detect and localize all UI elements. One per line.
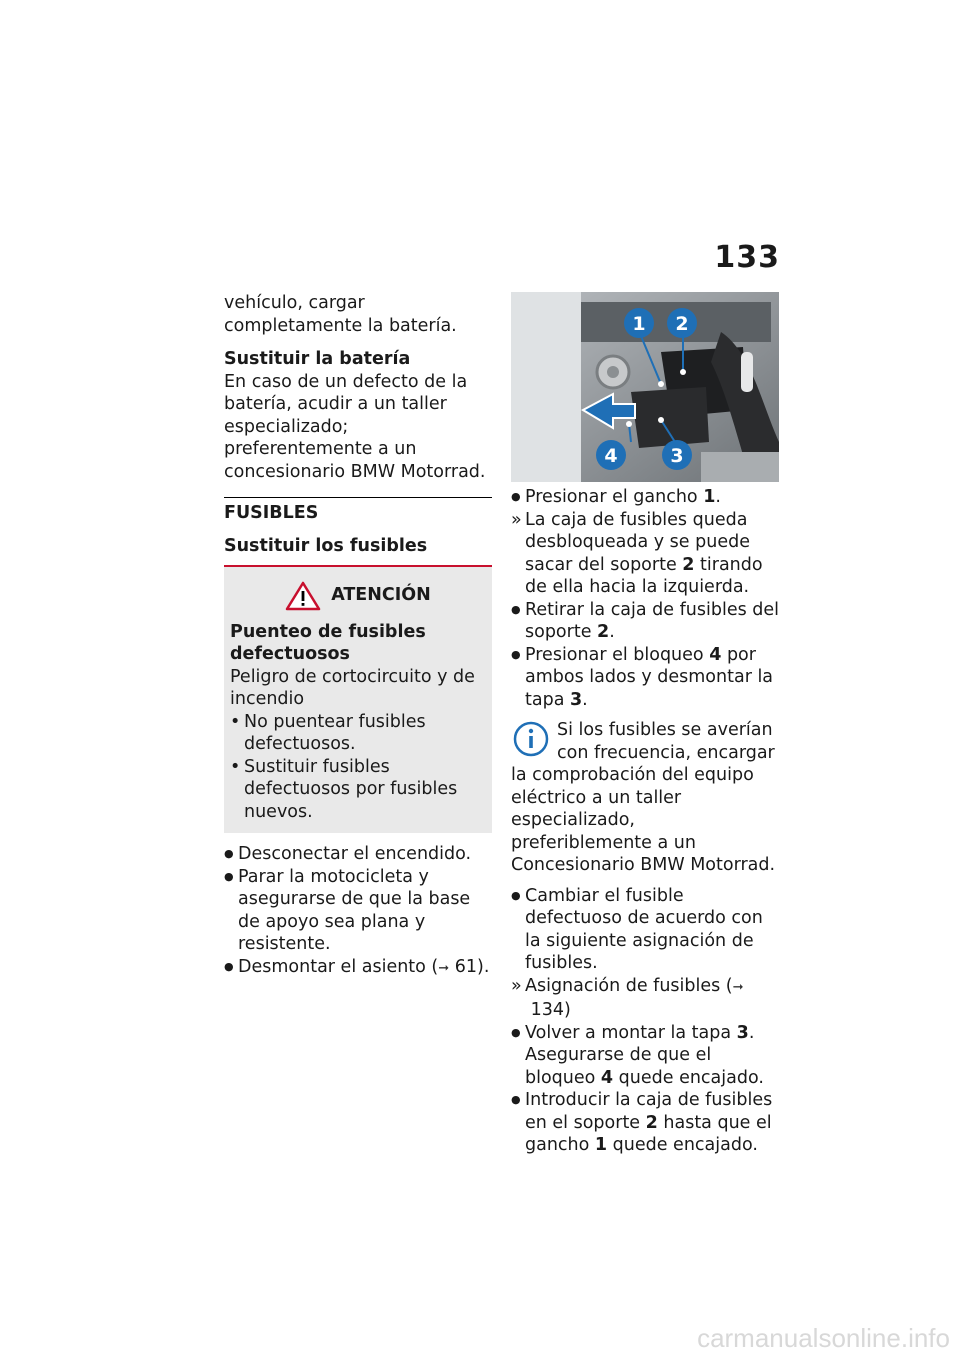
warning-head bbox=[230, 581, 486, 611]
warning-heading: Puenteo de fusibles defectuosos bbox=[230, 621, 426, 664]
step-tail: ). bbox=[477, 956, 490, 977]
warning-text: Peligro de cortocircuito y de incendio bbox=[230, 666, 475, 709]
list-item: ● Volver a montar la tapa 3. Asegurarse de que el bloqueo 4 quede encajado. bbox=[511, 1022, 779, 1090]
list-item: ● Presionar el gancho 1. bbox=[511, 486, 779, 509]
list-item bbox=[224, 843, 492, 866]
step-text: Parar la motocicleta y asegurarse de que la base de apoyo sea plana y resistente. bbox=[238, 866, 471, 954]
callout-2 bbox=[667, 308, 697, 338]
sub-title: Sustituir los fusibles bbox=[224, 535, 428, 556]
list-item bbox=[224, 956, 492, 981]
list-item: ● Introducir la caja de fusibles en el soporte 2 hasta que el gancho 1 quede encajado. bbox=[511, 1089, 779, 1157]
left-column bbox=[224, 292, 492, 980]
watermark: carmanualsonline.info bbox=[697, 1323, 950, 1353]
list-item: ● Presionar el bloqueo 4 por ambos lados y desmontar la tapa 3. bbox=[511, 644, 779, 712]
svg-text:1: 1 bbox=[632, 313, 646, 335]
battery-text: En caso de un defecto de la batería, acudir a un taller especializado; preferentemente a un concesionario BMW Motorrad. bbox=[224, 371, 486, 482]
svg-text:3: 3 bbox=[670, 445, 684, 467]
note-text: Si los fusibles se averían con frecuencia, encargar la comprobación del equipo eléctrico a un taller especializado, preferiblemente a un Concesionario BMW Motorrad. bbox=[511, 720, 776, 875]
page-number: 133 bbox=[714, 240, 780, 275]
list-item: ● Cambiar el fusible defectuoso de acuerdo con la siguiente asignación de fusibles. bbox=[511, 885, 779, 975]
callout-1 bbox=[624, 308, 654, 338]
fuse-box-illustration bbox=[511, 292, 779, 482]
info-icon bbox=[511, 719, 551, 759]
step-text: Desmontar el asiento ( bbox=[238, 956, 439, 977]
section-title: FUSIBLES bbox=[224, 497, 492, 525]
list-item: • No puentear fusibles defectuosos. bbox=[230, 711, 486, 756]
svg-text:4: 4 bbox=[604, 445, 618, 467]
warning-triangle-icon bbox=[285, 581, 321, 611]
warning-list bbox=[230, 711, 486, 824]
left-steps bbox=[224, 843, 492, 980]
page-ref-arrow-icon: ➞ bbox=[438, 960, 450, 976]
info-note bbox=[511, 719, 779, 877]
right-steps bbox=[511, 486, 779, 711]
page-ref-arrow-icon: ➞ bbox=[732, 979, 744, 995]
battery-heading: Sustituir la batería bbox=[224, 349, 411, 369]
list-item bbox=[224, 866, 492, 956]
callout-3 bbox=[662, 440, 692, 470]
page-ref-link[interactable]: 61 bbox=[454, 956, 478, 977]
list-item: • Sustituir fusibles defectuosos por fusibles nuevos. bbox=[230, 756, 486, 824]
callout-4 bbox=[596, 440, 626, 470]
step-text: Desconectar el encendido. bbox=[238, 844, 472, 864]
intro-text: vehículo, cargar completamente la batería. bbox=[224, 293, 457, 336]
right-steps-2 bbox=[511, 885, 779, 1157]
warning-title: ATENCIÓN bbox=[331, 585, 431, 606]
svg-text:2: 2 bbox=[675, 313, 689, 335]
list-item: » La caja de fusibles queda desbloqueada y se puede sacar del soporte 2 tirando de ella hacia la izquierda. bbox=[511, 509, 779, 599]
warning-box bbox=[224, 567, 492, 834]
list-item: ● Retirar la caja de fusibles del soporte 2. bbox=[511, 599, 779, 644]
list-item: » Asignación de fusibles (➞ 134) bbox=[511, 975, 779, 1022]
fuse-box-photo bbox=[511, 292, 779, 482]
page-ref-link[interactable]: 134 bbox=[530, 1000, 564, 1020]
right-column bbox=[511, 292, 779, 1157]
